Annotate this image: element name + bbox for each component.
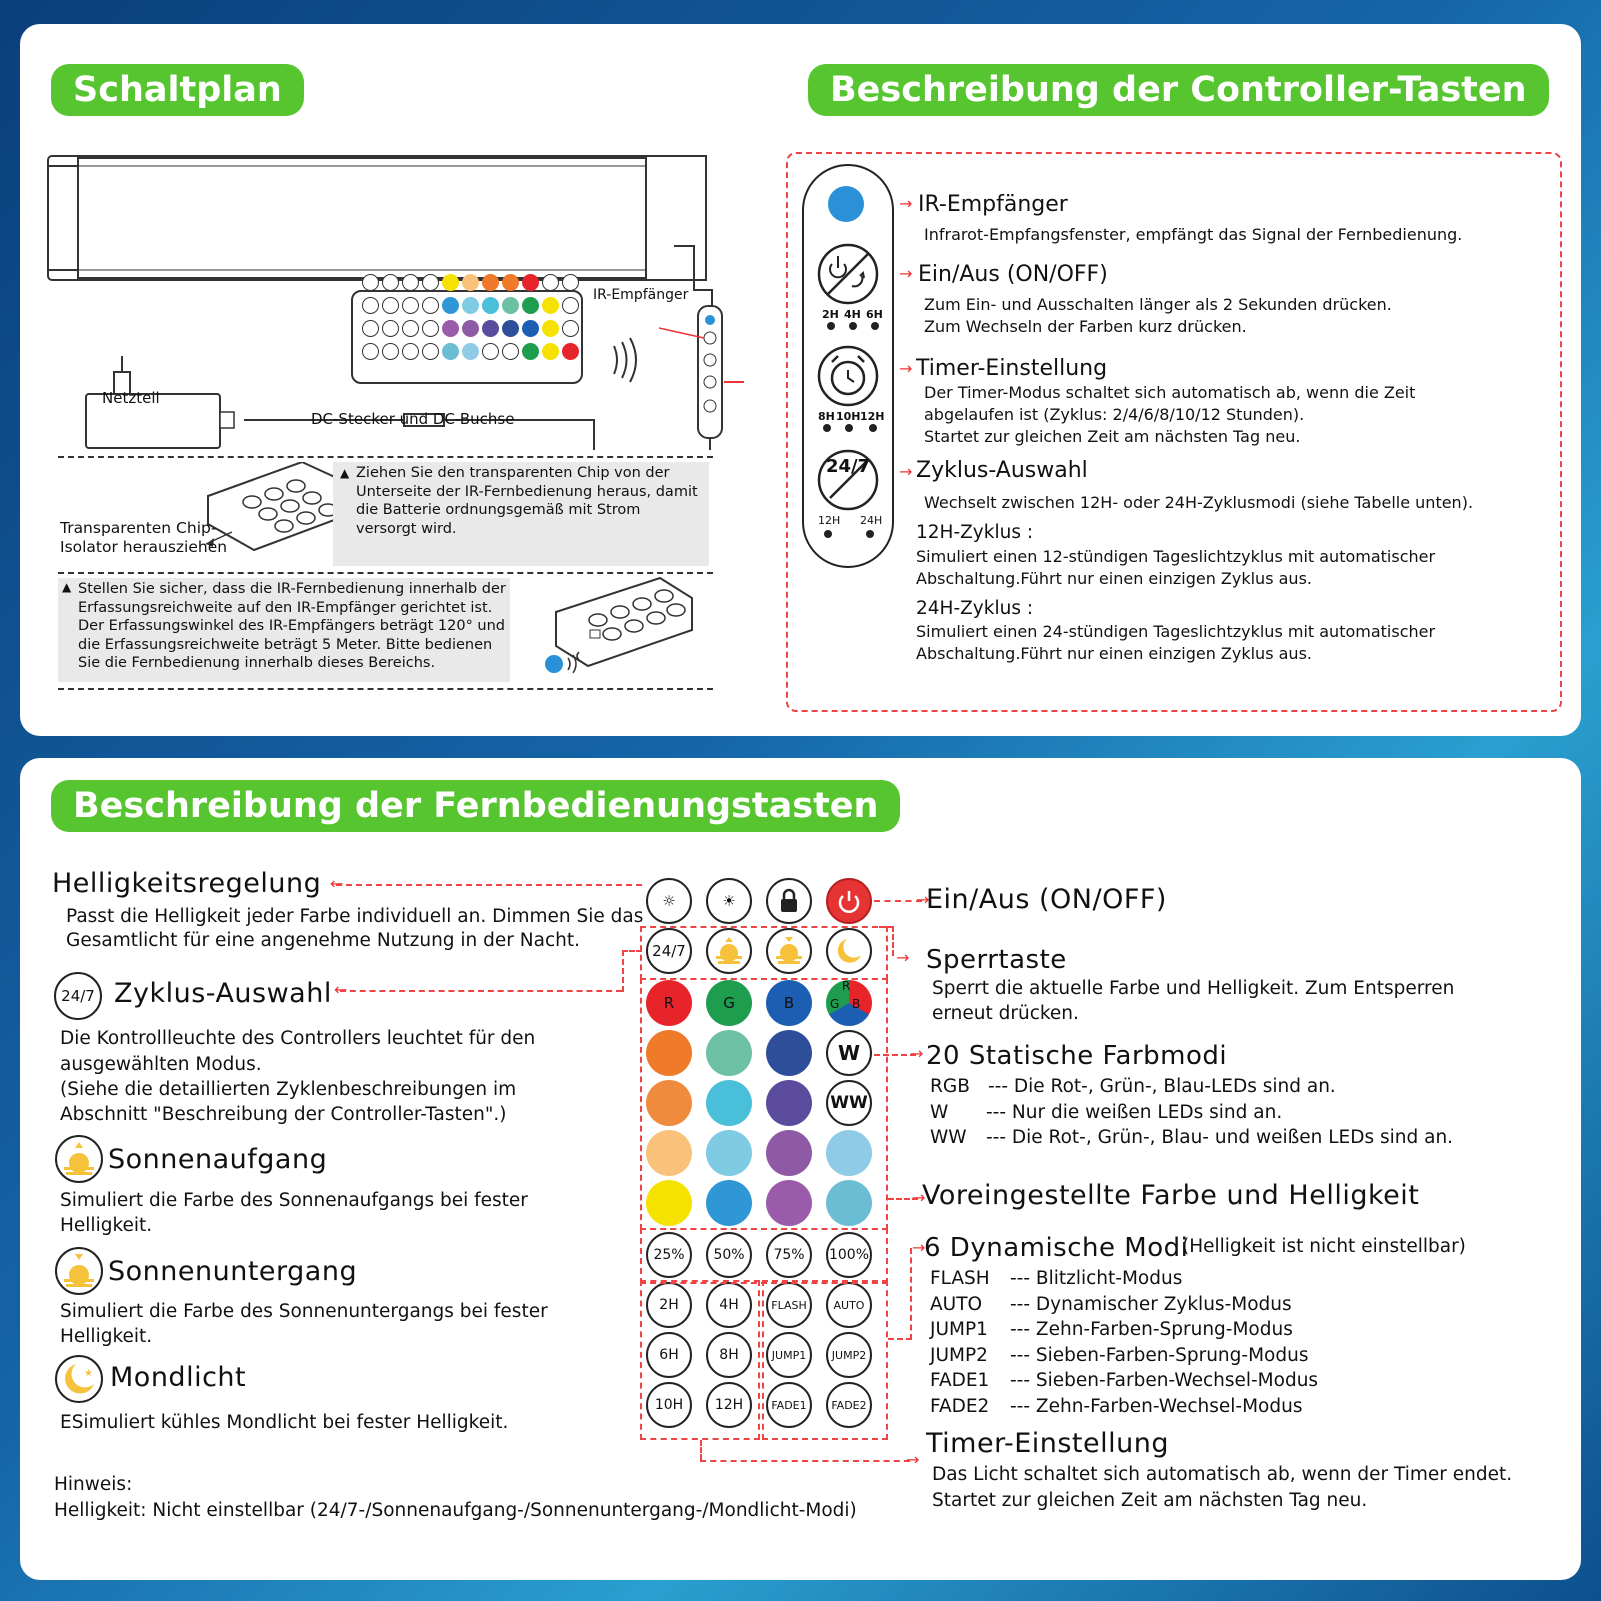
ctl-4h-label: 4H — [844, 308, 861, 321]
cycle-desc-1: Die Kontrollleuchte des Controllers leuchtet für den — [60, 1028, 536, 1049]
mini-remote-button — [362, 297, 379, 314]
mini-remote-button — [542, 343, 559, 360]
brightness-desc-1: Passt die Helligkeit jeder Farbe individuell an. Dimmen Sie das — [66, 906, 644, 927]
mini-remote-button — [422, 343, 439, 360]
timer-2h-button[interactable]: 2H — [646, 1282, 692, 1328]
mini-remote-button — [402, 320, 419, 337]
mini-remote-button — [382, 297, 399, 314]
mini-remote-button — [502, 343, 519, 360]
static-mode-desc: --- Die Rot-, Grün-, Blau- und weißen LEDs sind an. — [986, 1127, 1454, 1148]
c24-desc-1: Simuliert einen 24-stündigen Tageslichtzyklus mit automatischer — [916, 622, 1436, 641]
moon-desc: ESimuliert kühles Mondlicht bei fester Helligkeit. — [60, 1412, 509, 1433]
power-title: Ein/Aus (ON/OFF) — [918, 262, 1108, 287]
preset-25-button[interactable]: 25% — [646, 1232, 692, 1278]
green-button[interactable]: G — [706, 980, 752, 1026]
c24-title: 24H-Zyklus : — [916, 598, 1034, 619]
sunrise-desc-2: Helligkeit. — [60, 1215, 153, 1236]
brightness-title: Helligkeitsregelung — [52, 868, 322, 899]
cycle-icon: 24/7 — [54, 972, 102, 1020]
static-title: 20 Statische Farbmodi — [926, 1041, 1228, 1071]
c24-desc-2: Abschaltung.Führt nur einen einzigen Zyklus aus. — [916, 644, 1312, 663]
ctl-10h-label: 10H — [836, 410, 861, 423]
timer-desc-1: Das Licht schaltet sich automatisch ab, wenn der Timer endet. — [932, 1464, 1513, 1485]
remote-title: Beschreibung der Fernbedienungstasten — [51, 780, 900, 832]
static-mode-key: WW — [930, 1127, 967, 1148]
dynamic-mode-desc: --- Zehn-Farben-Sprung-Modus — [1010, 1319, 1293, 1340]
mini-remote-button — [402, 297, 419, 314]
dynamic-mode-key: FADE2 — [930, 1395, 990, 1417]
red-button[interactable]: R — [646, 980, 692, 1026]
mini-remote-button — [542, 274, 559, 291]
mini-remote-button — [462, 343, 479, 360]
hint-label: Hinweis: — [54, 1474, 133, 1495]
mini-remote-button — [462, 274, 479, 291]
mini-remote-button — [522, 320, 539, 337]
rgb-button-r: R — [842, 979, 851, 993]
dynamic-mode-desc: --- Dynamischer Zyklus-Modus — [1010, 1293, 1292, 1315]
lock-button[interactable] — [766, 878, 812, 924]
dyn-note: (Helligkeit ist nicht einstellbar) — [1182, 1236, 1466, 1257]
svg-text:★: ★ — [84, 1368, 93, 1379]
power-color-icon[interactable] — [816, 242, 880, 306]
remote-range-illustration — [520, 574, 710, 684]
dynamic-mode-desc: --- Zehn-Farben-Wechsel-Modus — [1010, 1395, 1303, 1417]
dynamic-mode-desc: --- Blitzlicht-Modus — [1010, 1268, 1183, 1289]
schaltplan-title: Schaltplan — [51, 64, 304, 116]
c12-title: 12H-Zyklus : — [916, 522, 1034, 543]
sunrise-desc-1: Simuliert die Farbe des Sonnenaufgangs bei fester — [60, 1190, 528, 1211]
static-mode-desc: --- Nur die weißen LEDs sind an. — [986, 1101, 1283, 1123]
mini-remote-button — [382, 320, 399, 337]
preset-title: Voreingestellte Farbe und Helligkeit — [922, 1180, 1420, 1211]
dyn-title: 6 Dynamische Modi — [924, 1233, 1189, 1263]
mini-remote-button — [422, 297, 439, 314]
power-title: Ein/Aus (ON/OFF) — [926, 884, 1167, 915]
ir-receiver-icon — [828, 186, 864, 222]
mini-remote-button — [422, 274, 439, 291]
sunset-desc-1: Simuliert die Farbe des Sonnenuntergangs bei fester — [60, 1301, 548, 1322]
timer-desc-2: abgelaufen ist (Zyklus: 2/4/6/8/10/12 Stunden). — [924, 405, 1305, 424]
ir-receiver-label: IR-Empfänger — [593, 287, 689, 303]
sunset-title: Sonnenuntergang — [108, 1256, 358, 1287]
power-icon — [837, 889, 861, 913]
mini-remote-button — [482, 320, 499, 337]
netzteil-label: Netzteil — [102, 389, 160, 407]
dynamic-mode-key: JUMP2 — [930, 1344, 988, 1366]
mini-remote-button — [562, 297, 579, 314]
rgb-button-b: B — [852, 997, 861, 1011]
timer-10h-button[interactable]: 10H — [646, 1382, 692, 1428]
moon-icon — [54, 1354, 104, 1404]
mini-remote-button — [422, 320, 439, 337]
ir-title: IR-Empfänger — [918, 192, 1068, 217]
timer-desc-2: Startet zur gleichen Zeit am nächsten Tag neu. — [932, 1490, 1368, 1511]
cycle-desc-4: Abschnitt "Beschreibung der Controller-Tasten".) — [60, 1104, 507, 1125]
brightness-up-button[interactable]: ☀ — [706, 878, 752, 924]
cycle-desc-3: (Siehe die detaillierten Zyklenbeschreibungen im — [60, 1079, 517, 1100]
mini-remote-button — [442, 297, 459, 314]
mini-remote-button — [482, 343, 499, 360]
blue-button[interactable]: B — [766, 980, 812, 1026]
warning-icon: ▲ — [62, 580, 72, 594]
timer-8h-button[interactable]: 8H — [706, 1332, 752, 1378]
mini-remote-button — [382, 274, 399, 291]
mini-remote-button — [562, 320, 579, 337]
remote-panel: Beschreibung der Fernbedienungstasten Helligkeitsregelung Passt die Helligkeit jeder Farbe individuell an. Dimmen Sie das Gesamtlicht für eine angenehme Nutzung in der Nacht. 24/7 Zyklus-Auswahl Die Kontrollleuchte des Controllers leuchtet für den ausgewählten Modus. (Siehe die detaillierten Zyklenbeschreibungen im Abschnitt "Beschreibung der Controller-Tasten".) Sonnenaufgang Simuliert die Farbe des Sonnenaufgangs bei fester Helligkeit. Sonnenuntergang Simuliert die Farbe des Sonnenuntergangs bei fester Helligkeit. ★ Mondlicht ESimuliert kühles Mondlicht bei fester Helligkeit. Hinweis: Helligkeit: Nicht einstellbar (24/7-/Sonnenaufgang-/Sonnenuntergang-/Mondlicht-Modi) ☼ ☀ 24/7 R G B R G B W WW 25% 50% 75% 100% 2H 4H 6H 8H 10H 12H FLASH AUTO JUMP1 JUMP2 FADE1 FADE2 ← ← → → → → → → Ein/Aus (ON/OFF) Sperrtaste Sperrt die aktuelle Farbe und Helligkeit. Zum Entsperren erneut drücken. 20 Statische Farbmodi RGB --- Die Rot-, Grün-, Blau-LEDs sind an. W --- Nur die weißen LEDs sind an. WW --- Die Rot-, Grün-, Blau- und weißen LEDs sind an. Voreingestellte Farbe und Helligkeit 6 Dynamische Modi (Helligkeit ist nicht einstellbar) FLASH --- Blitzlicht-Modus AUTO --- Dynamischer Zyklus-Modus JUMP1 --- Zehn-Farben-Sprung-Modus JUMP2 --- Sieben-Farben-Sprung-Modus FADE1 --- Sieben-Farben-Wechsel-Modus FADE2 --- Zehn-Farben-Wechsel-Modus Timer-Einstellung Das Licht schaltet sich automatisch ab, wenn der Timer endet. Startet zur gleichen Zeit am nächsten Tag neu. — [20, 758, 1581, 1580]
cycle-title: Zyklus-Auswahl — [114, 978, 332, 1009]
cycle-button[interactable]: 24/7 — [646, 928, 692, 974]
cycle-title: Zyklus-Auswahl — [916, 458, 1088, 483]
mini-remote-button — [502, 320, 519, 337]
controller-title: Beschreibung der Controller-Tasten — [808, 64, 1549, 116]
power-button[interactable] — [826, 878, 872, 924]
mini-remote-button — [462, 320, 479, 337]
warm-white-button[interactable]: WW — [826, 1080, 872, 1126]
mini-remote-button — [382, 343, 399, 360]
preset-50-button[interactable]: 50% — [706, 1232, 752, 1278]
ctl-6h-label: 6H — [866, 308, 883, 321]
c12-desc-2: Abschaltung.Führt nur einen einzigen Zyklus aus. — [916, 569, 1312, 588]
sunrise-title: Sonnenaufgang — [108, 1144, 328, 1175]
mini-remote-button — [502, 297, 519, 314]
preset-100-button[interactable]: 100% — [826, 1232, 872, 1278]
sunset-icon — [54, 1246, 104, 1296]
c12-desc-1: Simuliert einen 12-stündigen Tageslichtzyklus mit automatischer — [916, 547, 1436, 566]
dynamic-mode-key: FADE1 — [930, 1370, 990, 1391]
dc-label: DC-Stecker und DC-Buchse — [311, 410, 515, 428]
dynamic-mode-desc: --- Sieben-Farben-Sprung-Modus — [1010, 1344, 1309, 1366]
mode-jump2-button[interactable]: JUMP2 — [826, 1332, 872, 1378]
preset-75-button[interactable]: 75% — [766, 1232, 812, 1278]
warning-icon: ▲ — [340, 466, 350, 480]
cycle-desc: Wechselt zwischen 12H- oder 24H-Zyklusmodi (siehe Tabelle unten). — [924, 493, 1474, 512]
chip-note: Ziehen Sie den transparenten Chip von der Unterseite der IR-Fernbedienung heraus, damit die Batterie ordnungsgemäß mit Strom versorgt wird. — [356, 465, 698, 537]
chip-caption-2: Isolator herausziehen — [60, 538, 228, 556]
power-desc-2: Zum Wechseln der Farben kurz drücken. — [924, 317, 1247, 336]
brightness-desc-2: Gesamtlicht für eine angenehme Nutzung in der Nacht. — [66, 930, 580, 951]
static-mode-key: W — [930, 1101, 949, 1123]
power-desc-1: Zum Ein- und Ausschalten länger als 2 Sekunden drücken. — [924, 295, 1392, 314]
hint-text: Helligkeit: Nicht einstellbar (24/7-/Sonnenaufgang-/Sonnenuntergang-/Mondlicht-Modi) — [54, 1500, 857, 1521]
brightness-down-button[interactable]: ☼ — [646, 878, 692, 924]
mini-remote-button — [482, 297, 499, 314]
dynamic-mode-key: AUTO — [930, 1293, 983, 1315]
mini-remote-button — [542, 320, 559, 337]
mini-remote-button — [442, 320, 459, 337]
lock-desc-1: Sperrt die aktuelle Farbe und Helligkeit. Zum Entsperren — [932, 978, 1455, 999]
static-mode-desc: --- Die Rot-, Grün-, Blau-LEDs sind an. — [988, 1076, 1336, 1097]
rgb-button-g: G — [830, 997, 840, 1011]
mode-fade2-button[interactable]: FADE2 — [826, 1382, 872, 1428]
ctl-8h-label: 8H — [818, 410, 835, 423]
lock-title: Sperrtaste — [926, 945, 1067, 975]
mini-remote-button — [362, 274, 379, 291]
mini-remote-button — [362, 343, 379, 360]
static-mode-key: RGB — [930, 1076, 970, 1097]
dynamic-mode-key: JUMP1 — [930, 1319, 988, 1340]
sunrise-icon — [54, 1134, 104, 1184]
mode-fade1-button[interactable]: FADE1 — [766, 1382, 812, 1428]
mini-remote-button — [442, 274, 459, 291]
dynamic-mode-key: FLASH — [930, 1268, 990, 1289]
mini-remote-button — [362, 320, 379, 337]
dynamic-mode-desc: --- Sieben-Farben-Wechsel-Modus — [1010, 1370, 1319, 1391]
mode-flash-button[interactable]: FLASH — [766, 1282, 812, 1328]
mini-remote-button — [522, 297, 539, 314]
ctl-12h-cycle-label: 12H — [818, 514, 841, 527]
cycle-desc-2: ausgewählten Modus. — [60, 1054, 262, 1075]
white-button[interactable]: W — [826, 1030, 872, 1076]
timer-icon[interactable] — [816, 344, 880, 408]
mini-remote-button — [562, 343, 579, 360]
ctl-12h-label: 12H — [860, 410, 885, 423]
ctl-24h-cycle-label: 24H — [860, 514, 883, 527]
mini-remote-button — [482, 274, 499, 291]
lock-desc-2: erneut drücken. — [932, 1003, 1079, 1024]
timer-title: Timer-Einstellung — [926, 1428, 1169, 1459]
timer-12h-button[interactable]: 12H — [706, 1382, 752, 1428]
ctl-2h-label: 2H — [822, 308, 839, 321]
chip-caption-1: Transparenten Chip- — [60, 519, 217, 537]
sunset-desc-2: Helligkeit. — [60, 1326, 153, 1347]
wiring-panel: Schaltplan Beschreibung der Controller-Tasten IR-Empfänger Netzteil DC-Stecker und DC-Buchse ▲ Ziehen Sie den transparenten Chip von der Unterseite der IR-Fernbedienung heraus, damit die Batterie ordnungsgemäß mit Strom versorgt wird. Transparenten Chip- Isolator herausziehen ▲ Stellen Sie sicher, dass die IR-Fernbedienung innerhalb der Erfassungsreichweite auf den IR-Empfänger gerichtet ist. Der Erfassungswinkel des IR-Empfängers beträgt 120° und die Erfassungsreichweite beträgt 5 Meter. Bitte bedienen Sie die Fernbedienung innerhalb dieses Bereichs. 2H 4H 6H 8H 10H 12H 24/7 12H 24H → IR-Empfänger Infrarot-Empfangsfenster, empfängt das Signal der Fernbedienung. → Ein/Aus (ON/OFF) Zum Ein- und Ausschalten länger als 2 Sekunden drücken. Zum Wechseln der Farben kurz drücken. → Timer-Einstellung Der Timer-Modus schaltet sich automatisch ab, wenn die Zeit abgelaufen ist (Zyklus: 2/4/6/8/10/12 Stunden). Startet zur gleichen Zeit am nächsten Tag neu. → Zyklus-Auswahl Wechselt zwischen 12H- oder 24H-Zyklusmodi (siehe Tabelle unten). 12H-Zyklus : Simuliert einen 12-stündigen Tageslichtzyklus mit automatischer Abschaltung.Führt nur einen einzigen Zyklus aus. 24H-Zyklus : Simuliert einen 24-stündigen Tageslichtzyklus mit automatischer Abschaltung.Führt nur einen einzigen Zyklus aus. — [20, 24, 1581, 736]
timer-6h-button[interactable]: 6H — [646, 1332, 692, 1378]
mini-remote-button — [502, 274, 519, 291]
mini-remote-button — [402, 274, 419, 291]
mode-jump1-button[interactable]: JUMP1 — [766, 1332, 812, 1378]
moon-title: Mondlicht — [110, 1362, 247, 1393]
mode-auto-button[interactable]: AUTO — [826, 1282, 872, 1328]
mini-remote-button — [522, 343, 539, 360]
mini-remote-button — [522, 274, 539, 291]
mini-remote-button — [462, 297, 479, 314]
timer-desc-3: Startet zur gleichen Zeit am nächsten Tag neu. — [924, 427, 1301, 446]
range-note: Stellen Sie sicher, dass die IR-Fernbedienung innerhalb der Erfassungsreichweite auf den IR-Empfänger gerichtet ist. Der Erfassungswinkel des IR-Empfängers beträgt 120° und die Erfassungsreichweite beträgt 5 Meter. Bitte bedienen Sie die Fernbedienung innerhalb dieses Bereichs. — [78, 581, 506, 671]
timer-desc-1: Der Timer-Modus schaltet sich automatisch ab, wenn die Zeit — [924, 383, 1416, 402]
cycle-icon-label: 24/7 — [826, 456, 871, 477]
timer-title: Timer-Einstellung — [916, 356, 1108, 381]
mini-remote-button — [542, 297, 559, 314]
mini-remote-button — [442, 343, 459, 360]
ir-desc: Infrarot-Empfangsfenster, empfängt das Signal der Fernbedienung. — [924, 225, 1463, 244]
lock-icon — [778, 888, 800, 914]
timer-4h-button[interactable]: 4H — [706, 1282, 752, 1328]
mini-remote-button — [562, 274, 579, 291]
mini-remote-button — [402, 343, 419, 360]
